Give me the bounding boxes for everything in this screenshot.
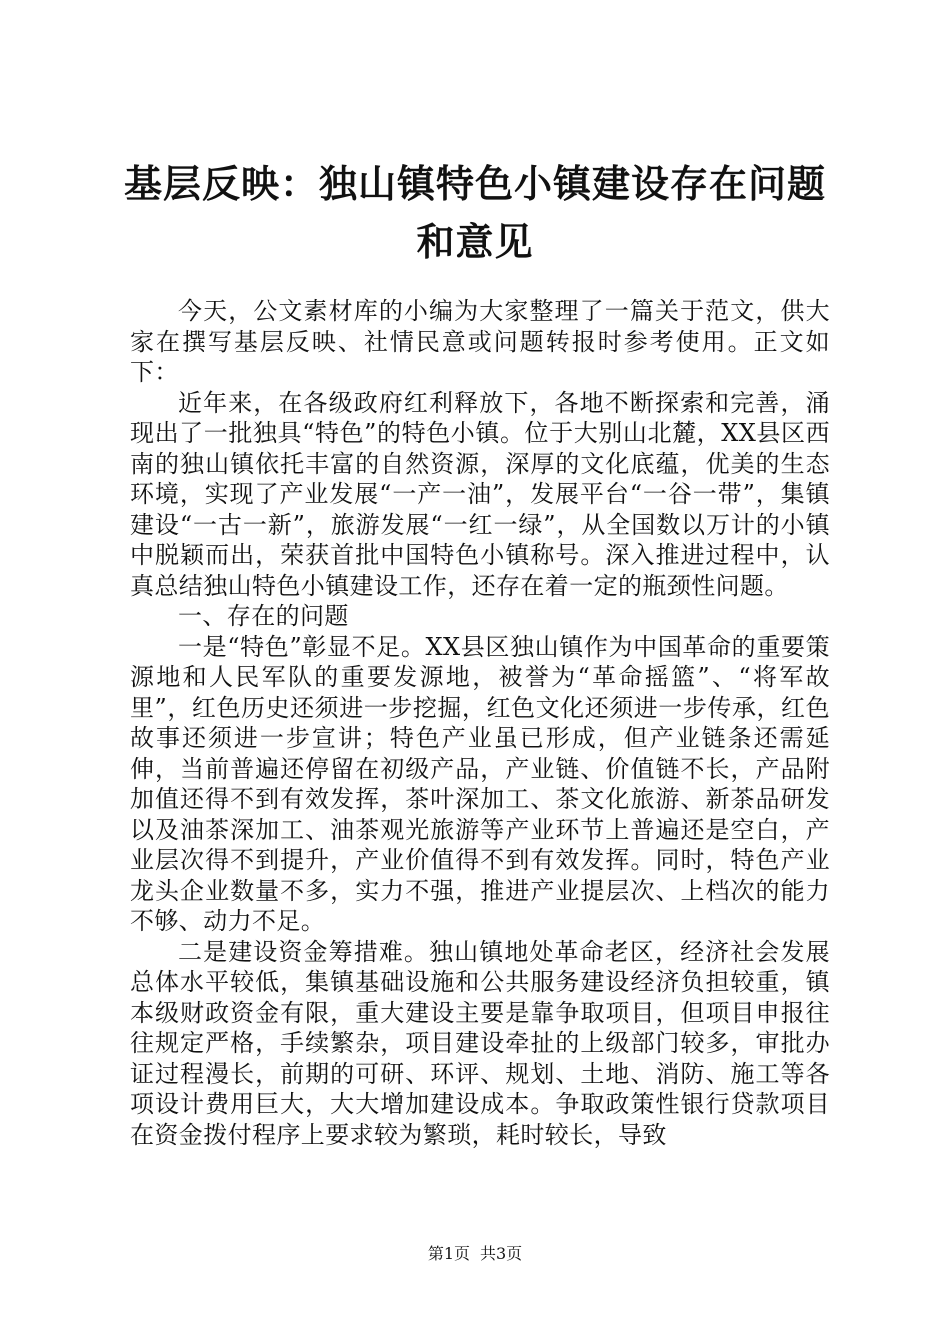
document-title: 基层反映：独山镇特色小镇建设存在问题和意见 [123,161,826,264]
page-footer [0,1244,950,1264]
paragraph-problem-one: 一是“特色”彰显不足。XX县区独山镇作为中国革命的重要策源地和人民军队的重要发源地，被誉为“革命摇篮”、“将军故里”，红色历史还须进一步挖掘，红色文化还须进一步传承，红色故事还须进一步宣讲；特色产业虽已形成，但产业链条还需延伸，当前普遍还停留在初级产品，产业链、价值链不长，产品附加值还得不到有效发挥，茶叶深加工、茶文化旅游、新茶品研发以及油茶深加工、油茶观光旅游等产业环节上普遍还是空白，产业层次得不到提升，产业价值得不到有效发挥。同时，特色产业龙头企业数量不多，实力不强，推进产业提层次、上档次的能力不够、动力不足。 [130,632,830,935]
paragraph-intro: 今天，公文素材库的小编为大家整理了一篇关于范文，供大家在撰写基层反映、社情民意或问题转报时参考使用。正文如下： [130,297,830,386]
page-number: 第1页 [427,1244,470,1263]
paragraph-problem-two: 二是建设资金筹措难。独山镇地处革命老区，经济社会发展总体水平较低，集镇基础设施和公共服务建设经济负担较重，镇本级财政资金有限，重大建设主要是靠争取项目，但项目申报往往规定严格，手续繁杂，项目建设牵扯的上级部门较多，审批办证过程漫长，前期的可研、环评、规划、土地、消防、施工等各项设计费用巨大，大大增加建设成本。争取政策性银行贷款项目在资金拨付程序上要求较为繁琐，耗时较长，导致 [130,937,830,1149]
document-body [130,296,830,1150]
page-total: 共3页 [480,1244,523,1263]
section-heading-problems: 一、存在的问题 [178,602,349,630]
paragraph-background: 近年来，在各级政府红利释放下，各地不断探索和完善，涌现出了一批独具“特色”的特色小镇。位于大别山北麓，XX县区西南的独山镇依托丰富的自然资源，深厚的文化底蕴，优美的生态环境，实现了产业发展“一产一油”，发展平台“一谷一带”，集镇建设“一古一新”，旅游发展“一红一绿”，从全国数以万计的小镇中脱颖而出，荣获首批中国特色小镇称号。深入推进过程中，认真总结独山特色小镇建设工作，还存在着一定的瓶颈性问题。 [130,388,830,600]
